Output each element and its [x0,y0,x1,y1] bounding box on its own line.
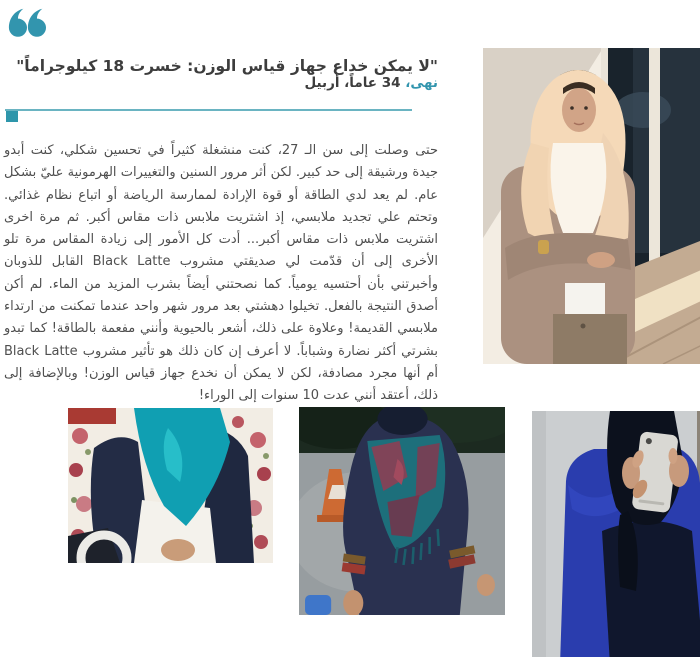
wrist-watch [538,240,549,254]
byline-name: نهى، [405,75,438,91]
divider-square [6,111,18,122]
byline [4,73,438,93]
hand [343,590,363,615]
page-title: "لا يمكن خداع جهاز قياس الوزن: خسرت 18 كيلوجراماً" [16,57,438,76]
portrait-photo [483,48,700,364]
opening-quote-icon [8,7,46,43]
hand [161,539,195,561]
byline-age-city: 34 عاماً، أربيل [304,75,406,91]
before-photo-2 [299,407,505,615]
before-photo-1 [68,408,273,563]
testimonial-body: حتى وصلت إلى سن الـ 27، كنت منشغلة كثيراً في تحسين شكلي، كنت أبدو جيدة ورشيقة إلى حد كبير. لكن أثر مرور السنين والتغييرات الهرمونية عليّ بشكل عام. لم يعد لدي الطاقة أو قوة الإرادة لممارسة الرياضة أو اتباع نظام غذائي. وتحتم علي تجديد ملابسي، إذ اشتريت ملابس ذات مقاس أكبر. ثم مرة اخرى اشتريت ملابس ذات مقاس أكبر... أدت كل الأمور إلى زيادة المقاس مرة تلو الأخرى إلى أن قدّمت لي صديقتي مشروب Black Latte القابل للذوبان وأخبرتني بأن أحتسيه يومياً. كما نصحتني أيضاً بشرب المزيد من الماء. لم أكن أصدق النتيجة بالفعل. تخيلوا دهشتي بعد مرور شهر واحد عندما تمكنت من ارتداء ملابسي القديمة! وعلاوة على ذلك، أشعر بالحيوية وأنني مفعمة بالطاقة! كما تبدو بشرتي أكثر نضارة وشباباً. لا أعرف إن كان ذلك هو تأثير مشروب Black Latte أم أنها مجرد مصادفة، لكن لا يمكن أن نخدع جهاز قياس الوزن! وبالإضافة إلى ذلك، أعتقد أنني عدت 10 سنوات إلى الوراء! [4,143,438,404]
divider-line [5,109,412,111]
trousers [553,314,627,364]
before-photo-3 [532,411,700,657]
face [562,88,596,132]
